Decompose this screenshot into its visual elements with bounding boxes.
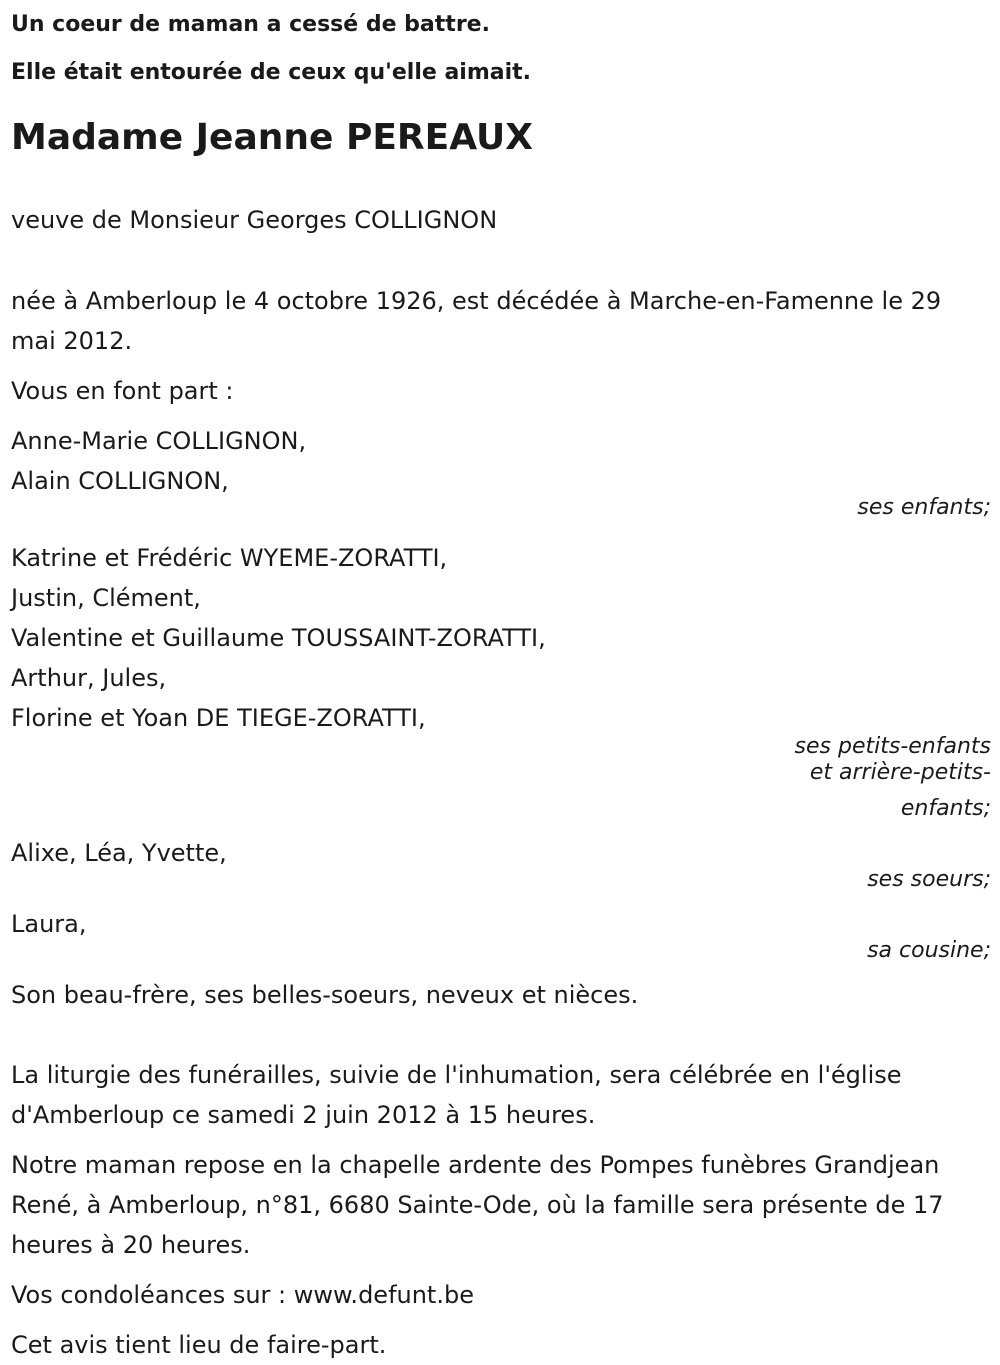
cousin-block — [11, 904, 991, 964]
cousin-name: Laura, — [11, 910, 87, 938]
deceased-name: Madame Jeanne PEREAUX — [11, 117, 533, 158]
grandchild-name: Katrine et Frédéric WYEME-ZORATTI, — [11, 544, 448, 572]
grandchildren-relation-label: enfants; — [900, 796, 991, 821]
grandchild-name: Arthur, Jules, — [11, 664, 167, 692]
children-relation-label: ses enfants; — [857, 495, 991, 520]
sisters-block — [11, 833, 991, 893]
obituary-notice — [11, 0, 991, 1365]
birth-death-text: née à Amberloup le 4 octobre 1926, est décédée à Marche-en-Famenne le 29 mai 2012. — [11, 287, 942, 355]
grandchild-name: Valentine et Guillaume TOUSSAINT-ZORATTI, — [11, 624, 546, 652]
intro-line-1: Un coeur de maman a cessé de battre. — [11, 12, 490, 37]
children-block — [11, 421, 991, 521]
chapel-info: Notre maman repose en la chapelle ardente des Pompes funèbres Grandjean René, à Amberloup, n°81, 6680 Sainte-Ode, où la famille sera présente de 17 heures à 20 heures. — [11, 1151, 944, 1259]
grandchildren-relation-label: ses petits-enfants — [794, 734, 991, 759]
sisters-relation-label: ses soeurs; — [867, 867, 991, 892]
closing-line: Cet avis tient lieu de faire-part. — [11, 1331, 387, 1359]
grandchildren-block — [11, 538, 991, 822]
sisters-names: Alixe, Léa, Yvette, — [11, 839, 227, 867]
condolences-line: Vos condoléances sur : www.defunt.be — [11, 1281, 474, 1309]
grandchildren-relation-label: et arrière-petits- — [809, 760, 991, 785]
announce-line: Vous en font part : — [11, 377, 234, 405]
funeral-info: La liturgie des funérailles, suivie de l'inhumation, sera célébrée en l'église d'Amberloup ce samedi 2 juin 2012 à 15 heures. — [11, 1061, 902, 1129]
other-relatives: Son beau-frère, ses belles-soeurs, neveux et nièces. — [11, 981, 639, 1009]
grandchild-name: Florine et Yoan DE TIEGE-ZORATTI, — [11, 704, 426, 732]
spouse-line: veuve de Monsieur Georges COLLIGNON — [11, 206, 498, 234]
child-name: Anne-Marie COLLIGNON, — [11, 427, 307, 455]
grandchild-name: Justin, Clément, — [11, 584, 201, 612]
child-name: Alain COLLIGNON, — [11, 467, 229, 495]
cousin-relation-label: sa cousine; — [867, 938, 991, 963]
intro-line-2: Elle était entourée de ceux qu'elle aimait. — [11, 60, 532, 85]
